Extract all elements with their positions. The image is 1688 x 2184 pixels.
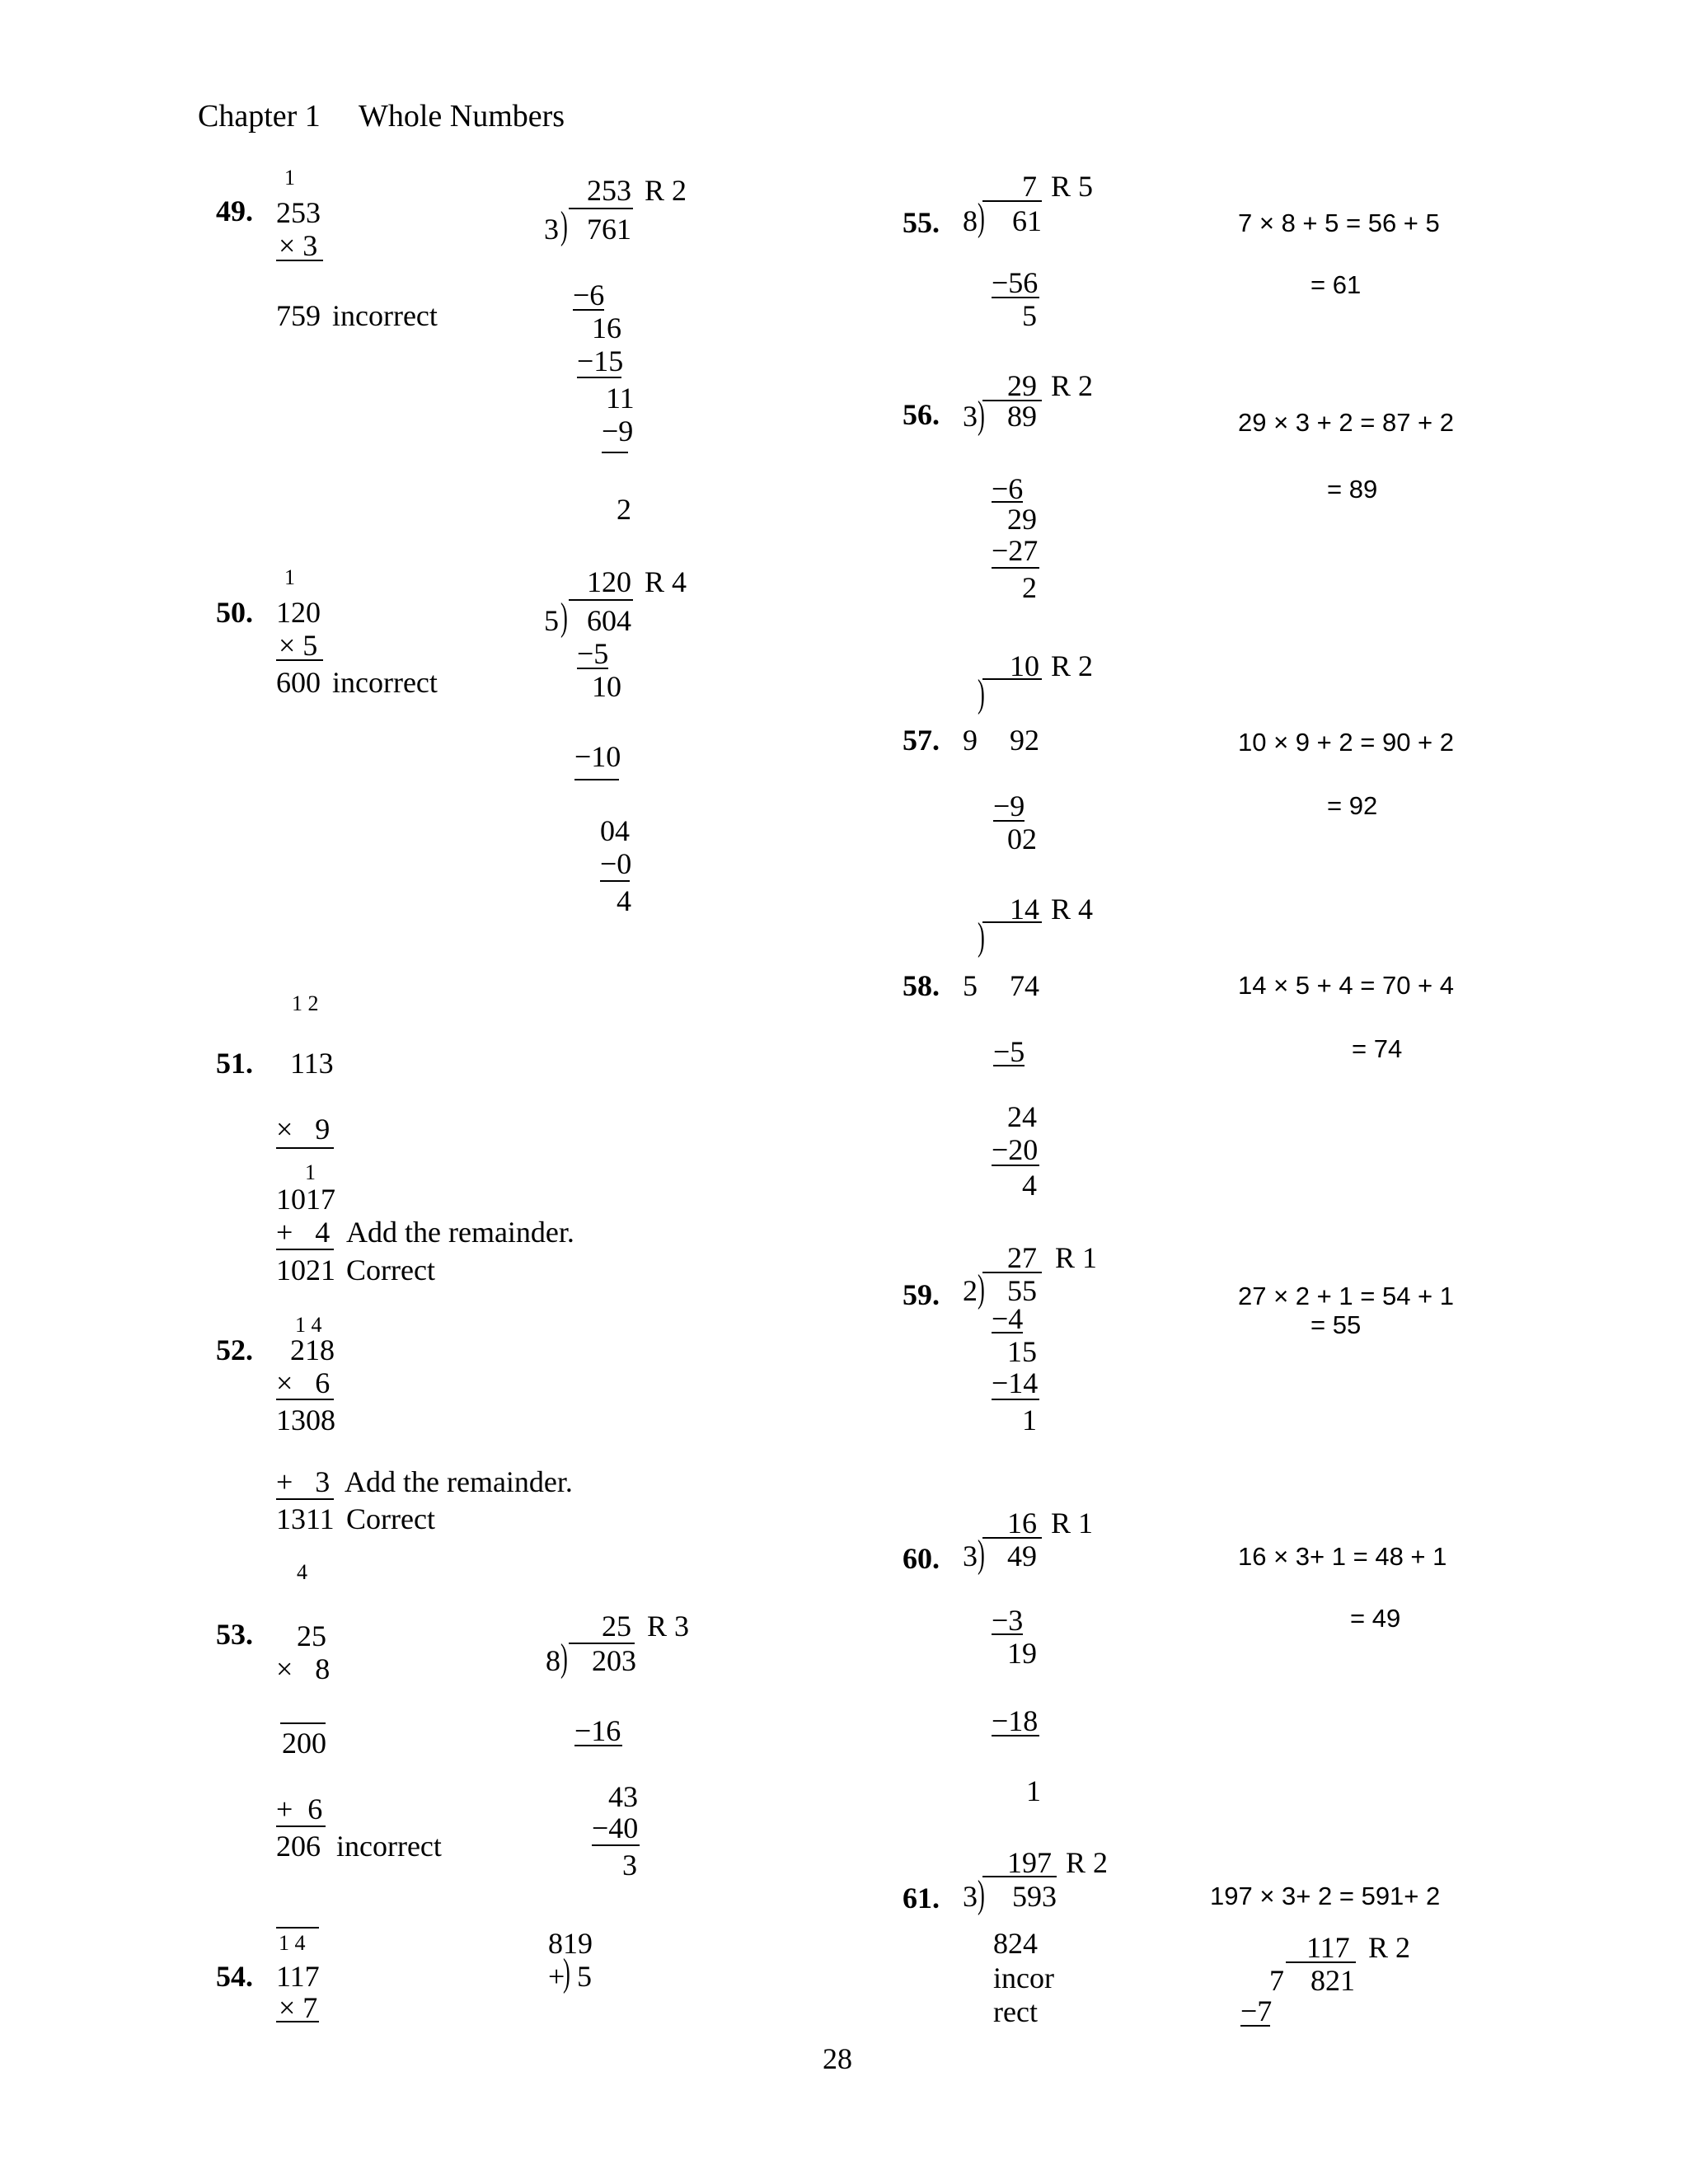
check-equation: 10 × 9 + 2 = 90 + 2 [1238,728,1455,757]
division-step: 15 [1007,1335,1037,1368]
result: 1311 [276,1502,335,1535]
product: 1017 [276,1183,335,1216]
remainder-label: R 1 [1055,1241,1098,1274]
dividend: 761 [587,213,631,246]
divisor: 2 [963,1274,978,1307]
dividend: 89 [1007,400,1037,433]
multiplicand: 117 [276,1960,320,1993]
check-quotient: 117 [1306,1931,1350,1964]
page-number: 28 [823,2042,852,2075]
remainder-label: R 2 [1051,369,1094,402]
division-remainder: 3 [622,1849,637,1882]
problem-number: 57. [903,724,940,757]
addend: + 4 [276,1216,331,1249]
dividend: 55 [1007,1274,1037,1307]
problem-number: 54. [216,1960,253,1993]
divisor: 5 [544,604,559,637]
divisor: 3 [544,213,559,246]
divisor: 3 [963,400,978,433]
verdict: incorrect [336,1830,442,1863]
division-step: −9 [993,790,1025,823]
division-bracket-icon: ) [978,195,985,239]
remainder-label: R 2 [645,174,687,207]
division-bracket-icon: ) [978,393,985,437]
check-equation: = 89 [1327,475,1378,504]
multiplier: × 5 [279,629,318,662]
verdict: incorrect [332,666,438,699]
division-bracket-icon: ) [978,672,985,715]
divisor: 5 [963,969,978,1002]
product: 759 [276,299,321,332]
check-operator: + [548,1960,565,1993]
division-bracket-icon: ) [560,204,568,247]
quotient: 27 [1007,1241,1037,1274]
division-step: 43 [608,1780,638,1813]
division-step: 24 [1007,1100,1037,1133]
check-equation: = 61 [1311,270,1362,299]
quotient: 10 [1010,649,1039,682]
dividend: 203 [592,1644,636,1677]
division-remainder: 4 [617,884,631,917]
division-step: −9 [602,415,634,448]
quotient: 29 [1007,369,1037,402]
division-step: −27 [992,534,1039,567]
division-bracket-icon: ) [560,595,568,639]
problem-number: 58. [903,969,940,1002]
division-bracket-icon: ) [978,1872,985,1916]
check-dividend: 821 [1311,1964,1355,1997]
division-step: 04 [600,814,630,847]
dividend: 604 [587,604,631,637]
problem-number: 52. [216,1333,253,1366]
division-step: −5 [993,1035,1025,1068]
carry-digit: 1 [284,166,295,190]
divisor: 8 [546,1644,560,1677]
division-step: 10 [592,670,621,703]
chapter-label: Chapter 1 [198,99,321,134]
dividend: 61 [1012,204,1042,237]
multiplicand: 120 [276,596,321,629]
check-equation: 16 × 3+ 1 = 48 + 1 [1238,1542,1447,1571]
chapter-title: Whole Numbers [359,99,565,134]
division-step: 29 [1007,503,1037,536]
quotient: 120 [587,565,631,598]
add-note: Add the remainder. [346,1216,574,1249]
problem-number: 61. [903,1882,940,1915]
problem-number: 50. [216,596,253,629]
division-step: −6 [573,279,605,312]
check-equation: = 55 [1311,1310,1362,1339]
multiplicand: 25 [297,1619,326,1652]
multiplier: × 7 [279,1991,318,2024]
division-bracket-icon: ) [978,1532,985,1576]
carry-digit: 4 [297,1560,307,1584]
division-step: −10 [574,740,621,773]
verdict: Correct [346,1254,435,1286]
product: 200 [282,1727,326,1760]
division-remainder: 2 [617,493,631,526]
add-note: Add the remainder. [345,1465,573,1498]
divisor: 3 [963,1880,978,1913]
check-equation: 29 × 3 + 2 = 87 + 2 [1238,408,1455,437]
remainder-label: R 2 [1051,649,1094,682]
division-step: −0 [600,847,632,880]
multiplicand: 218 [290,1333,335,1366]
division-bracket-icon: ) [978,1267,985,1310]
division-step: −3 [992,1604,1024,1637]
dividend: 593 [1012,1880,1057,1913]
remainder-label: R 4 [1051,893,1094,926]
division-bracket-icon: ) [978,915,985,958]
check-equation: = 74 [1352,1034,1403,1063]
division-step: −6 [992,472,1024,505]
check-equation: 7 × 8 + 5 = 56 + 5 [1238,209,1440,237]
check-equation: = 92 [1327,791,1378,820]
division-step: −4 [992,1302,1024,1335]
work-text: incor [993,1961,1054,1994]
result: 206 [276,1830,321,1863]
division-step: −15 [577,344,624,377]
division-step: −14 [992,1366,1039,1399]
division-remainder: 4 [1022,1169,1037,1202]
addend: + 6 [276,1793,323,1825]
problem-number: 59. [903,1278,940,1311]
division-step: −56 [992,266,1039,299]
remainder-label: R 3 [647,1610,690,1643]
addend: + 3 [276,1465,331,1498]
quotient: 14 [1010,893,1039,926]
verdict: incorrect [332,299,438,332]
problem-number: 49. [216,194,253,227]
quotient: 16 [1007,1507,1037,1540]
carry-digit: 1 4 [279,1931,306,1955]
division-step: 11 [606,382,635,415]
dividend: 74 [1010,969,1039,1002]
carry-digit: 1 [284,565,295,589]
quotient: 253 [587,174,631,207]
division-step: 16 [592,312,621,344]
product: 1308 [276,1404,335,1436]
problem-number: 60. [903,1542,940,1575]
division-bracket-icon: ) [560,1636,568,1680]
multiplier: × 9 [276,1113,331,1146]
dividend: 92 [1010,724,1039,757]
multiplier: × 8 [276,1652,331,1685]
problem-number: 53. [216,1618,253,1651]
division-step: −18 [992,1704,1039,1737]
dividend: 49 [1007,1540,1037,1572]
check-equation: 27 × 2 + 1 = 54 + 1 [1238,1282,1455,1310]
quotient: 197 [1007,1846,1052,1879]
multiplicand: 253 [276,196,321,229]
divisor: 3 [963,1540,978,1572]
multiplier: × 6 [276,1366,331,1399]
check-equation: 197 × 3+ 2 = 591+ 2 [1210,1882,1441,1910]
multiplicand: 113 [290,1047,334,1080]
problem-number: 56. [903,398,940,431]
division-step: −40 [592,1811,639,1844]
division-bracket-icon: ) [563,1951,570,1994]
division-step: −20 [992,1133,1039,1166]
product: 600 [276,666,321,699]
divisor: 9 [963,724,978,757]
check-value: 5 [577,1960,592,1993]
multiplier: × 3 [279,229,318,262]
remainder-label: R 2 [1066,1846,1109,1879]
check-divisor: 7 [1269,1964,1284,1997]
problem-number: 51. [216,1047,253,1080]
check-remainder-label: R 2 [1368,1931,1411,1964]
division-remainder: 02 [1007,823,1037,855]
carry-digit: 1 [305,1160,316,1184]
quotient: 7 [1022,170,1037,203]
division-step: 19 [1007,1637,1037,1670]
quotient: 25 [602,1610,631,1643]
remainder-label: R 5 [1051,170,1094,203]
division-remainder: 5 [1022,299,1037,332]
division-remainder: 1 [1022,1404,1037,1436]
check-equation: 14 × 5 + 4 = 70 + 4 [1238,971,1455,1000]
check-step: −7 [1240,1994,1273,2027]
remainder-label: R 4 [645,565,687,598]
work-text: 824 [993,1927,1038,1960]
carry-digit: 1 2 [292,991,319,1015]
result: 1021 [276,1254,335,1286]
divisor: 8 [963,204,978,237]
carry-digit: 1 4 [295,1313,322,1337]
division-remainder: 2 [1022,571,1037,604]
check-equation: = 49 [1350,1604,1401,1633]
remainder-label: R 1 [1051,1507,1094,1540]
problem-number: 55. [903,206,940,239]
division-step: −5 [577,637,609,670]
division-remainder: 1 [1026,1774,1041,1807]
check-value: 819 [548,1927,593,1960]
work-text: rect [993,1995,1038,2028]
verdict: Correct [346,1502,435,1535]
division-step: −16 [574,1714,621,1747]
